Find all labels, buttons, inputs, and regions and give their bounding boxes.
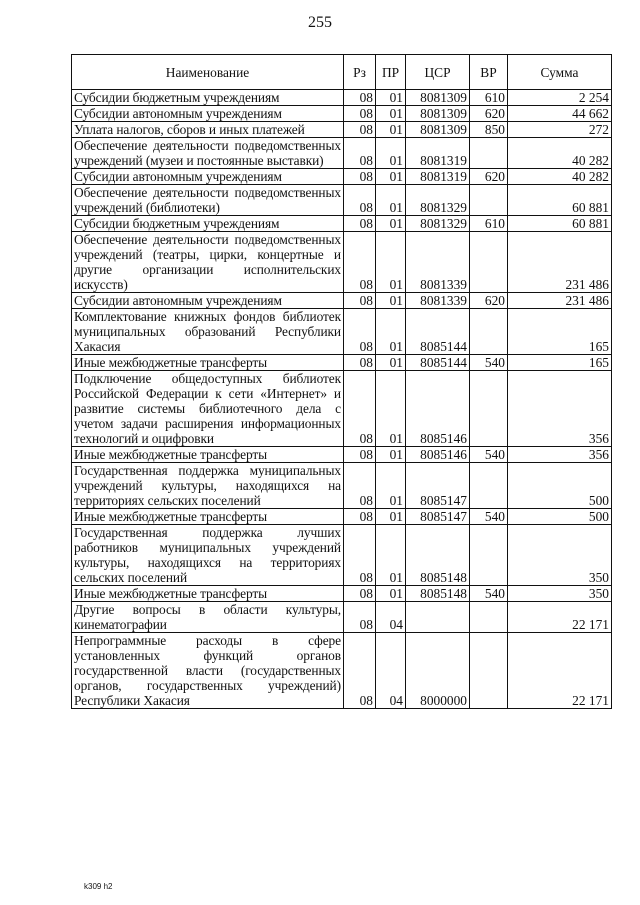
cell-vr [470, 185, 508, 216]
cell-vr: 540 [470, 509, 508, 525]
cell-pr: 01 [376, 525, 406, 586]
cell-csr: 8085147 [406, 463, 470, 509]
cell-pr: 01 [376, 463, 406, 509]
cell-rz: 08 [344, 525, 376, 586]
cell-csr: 8081309 [406, 90, 470, 106]
cell-pr: 01 [376, 122, 406, 138]
cell-rz: 08 [344, 216, 376, 232]
table-row [72, 463, 612, 509]
table-row [72, 138, 612, 169]
table-row [72, 90, 612, 106]
cell-rz: 08 [344, 293, 376, 309]
cell-vr [470, 371, 508, 447]
cell-vr: 850 [470, 122, 508, 138]
cell-sum: 350 [508, 525, 612, 586]
cell-sum: 40 282 [508, 138, 612, 169]
cell-csr: 8081309 [406, 122, 470, 138]
cell-rz: 08 [344, 90, 376, 106]
cell-rz: 08 [344, 185, 376, 216]
header-name: Наименование [72, 55, 344, 90]
header-vr: ВР [470, 55, 508, 90]
cell-name: Иные межбюджетные трансферты [72, 586, 344, 602]
cell-rz: 08 [344, 586, 376, 602]
cell-vr [470, 633, 508, 709]
cell-csr: 8085146 [406, 371, 470, 447]
cell-pr: 01 [376, 169, 406, 185]
cell-name: Государственная поддержка муниципальных учреждений культуры, находящихся на территориях сельских поселений [72, 463, 344, 509]
cell-csr: 8081319 [406, 169, 470, 185]
cell-name: Обеспечение деятельности подведомственных учреждений (библиотеки) [72, 185, 344, 216]
cell-pr: 01 [376, 586, 406, 602]
cell-vr: 610 [470, 216, 508, 232]
cell-vr [470, 309, 508, 355]
cell-sum: 165 [508, 309, 612, 355]
cell-rz: 08 [344, 122, 376, 138]
cell-vr [470, 463, 508, 509]
cell-pr: 01 [376, 138, 406, 169]
cell-rz: 08 [344, 447, 376, 463]
cell-pr: 01 [376, 106, 406, 122]
table-row [72, 633, 612, 709]
cell-sum: 60 881 [508, 185, 612, 216]
cell-sum: 500 [508, 463, 612, 509]
cell-pr: 01 [376, 371, 406, 447]
cell-rz: 08 [344, 309, 376, 355]
cell-csr: 8081329 [406, 185, 470, 216]
table-header-row [72, 55, 612, 90]
cell-rz: 08 [344, 169, 376, 185]
cell-rz: 08 [344, 371, 376, 447]
cell-vr: 620 [470, 293, 508, 309]
cell-sum: 356 [508, 447, 612, 463]
header-csr: ЦСР [406, 55, 470, 90]
cell-sum: 44 662 [508, 106, 612, 122]
cell-name: Субсидии бюджетным учреждениям [72, 90, 344, 106]
table-row [72, 355, 612, 371]
table-row [72, 185, 612, 216]
cell-name: Субсидии автономным учреждениям [72, 169, 344, 185]
cell-vr: 620 [470, 106, 508, 122]
cell-vr [470, 602, 508, 633]
cell-csr: 8085147 [406, 509, 470, 525]
cell-pr: 01 [376, 216, 406, 232]
cell-pr: 01 [376, 309, 406, 355]
cell-rz: 08 [344, 633, 376, 709]
cell-sum: 231 486 [508, 293, 612, 309]
cell-sum: 40 282 [508, 169, 612, 185]
cell-sum: 60 881 [508, 216, 612, 232]
cell-pr: 01 [376, 232, 406, 293]
cell-sum: 165 [508, 355, 612, 371]
cell-pr: 01 [376, 293, 406, 309]
cell-name: Уплата налогов, сборов и иных платежей [72, 122, 344, 138]
cell-vr [470, 525, 508, 586]
cell-name: Другие вопросы в области культуры, кинематографии [72, 602, 344, 633]
table-row [72, 447, 612, 463]
cell-name: Государственная поддержка лучших работников муниципальных учреждений культуры, находящихся на территориях сельских поселений [72, 525, 344, 586]
cell-csr: 8081319 [406, 138, 470, 169]
cell-sum: 500 [508, 509, 612, 525]
header-pr: ПР [376, 55, 406, 90]
cell-name: Субсидии бюджетным учреждениям [72, 216, 344, 232]
cell-rz: 08 [344, 509, 376, 525]
table-row [72, 586, 612, 602]
cell-pr: 01 [376, 355, 406, 371]
table-row [72, 509, 612, 525]
budget-table [71, 54, 612, 709]
cell-vr: 540 [470, 447, 508, 463]
table-row [72, 232, 612, 293]
table-row [72, 122, 612, 138]
cell-pr: 01 [376, 509, 406, 525]
cell-csr: 8081309 [406, 106, 470, 122]
table-row [72, 371, 612, 447]
cell-sum: 22 171 [508, 602, 612, 633]
cell-csr: 8000000 [406, 633, 470, 709]
cell-rz: 08 [344, 106, 376, 122]
cell-name: Иные межбюджетные трансферты [72, 355, 344, 371]
cell-rz: 08 [344, 602, 376, 633]
cell-pr: 04 [376, 633, 406, 709]
cell-sum: 350 [508, 586, 612, 602]
cell-name: Подключение общедоступных библиотек Российской Федерации к сети «Интернет» и развитие системы библиотечного дела с учетом задачи расширения информационных технологий и оцифровки [72, 371, 344, 447]
cell-vr: 610 [470, 90, 508, 106]
cell-sum: 231 486 [508, 232, 612, 293]
cell-pr: 01 [376, 185, 406, 216]
table-row [72, 602, 612, 633]
cell-rz: 08 [344, 138, 376, 169]
header-rz: Рз [344, 55, 376, 90]
cell-vr: 540 [470, 586, 508, 602]
footer-code: k309 h2 [84, 882, 113, 891]
cell-pr: 04 [376, 602, 406, 633]
table-row [72, 106, 612, 122]
cell-name: Иные межбюджетные трансферты [72, 447, 344, 463]
cell-sum: 22 171 [508, 633, 612, 709]
cell-csr: 8081329 [406, 216, 470, 232]
cell-name: Комплектование книжных фондов библиотек муниципальных образований Республики Хакасия [72, 309, 344, 355]
table-row [72, 216, 612, 232]
cell-name: Иные межбюджетные трансферты [72, 509, 344, 525]
table-row [72, 293, 612, 309]
cell-csr: 8085144 [406, 355, 470, 371]
cell-pr: 01 [376, 447, 406, 463]
cell-csr: 8085148 [406, 586, 470, 602]
cell-name: Обеспечение деятельности подведомственных учреждений (театры, цирки, концертные и другие организации исполнительских искусств) [72, 232, 344, 293]
cell-name: Субсидии автономным учреждениям [72, 293, 344, 309]
cell-name: Субсидии автономным учреждениям [72, 106, 344, 122]
cell-rz: 08 [344, 355, 376, 371]
cell-csr: 8085146 [406, 447, 470, 463]
cell-rz: 08 [344, 463, 376, 509]
cell-rz: 08 [344, 232, 376, 293]
cell-csr: 8085148 [406, 525, 470, 586]
cell-csr: 8081339 [406, 232, 470, 293]
table-row [72, 525, 612, 586]
page-number: 255 [308, 14, 332, 31]
cell-vr [470, 232, 508, 293]
cell-sum: 2 254 [508, 90, 612, 106]
cell-sum: 272 [508, 122, 612, 138]
cell-vr: 540 [470, 355, 508, 371]
header-sum: Сумма [508, 55, 612, 90]
table-row [72, 309, 612, 355]
cell-vr: 620 [470, 169, 508, 185]
table-row [72, 169, 612, 185]
cell-name: Обеспечение деятельности подведомственных учреждений (музеи и постоянные выставки) [72, 138, 344, 169]
cell-sum: 356 [508, 371, 612, 447]
cell-vr [470, 138, 508, 169]
cell-csr [406, 602, 470, 633]
cell-name: Непрограммные расходы в сфере установленных функций органов государственной власти (государственных органов, государственных учреждений) Республики Хакасия [72, 633, 344, 709]
cell-pr: 01 [376, 90, 406, 106]
cell-csr: 8085144 [406, 309, 470, 355]
cell-csr: 8081339 [406, 293, 470, 309]
